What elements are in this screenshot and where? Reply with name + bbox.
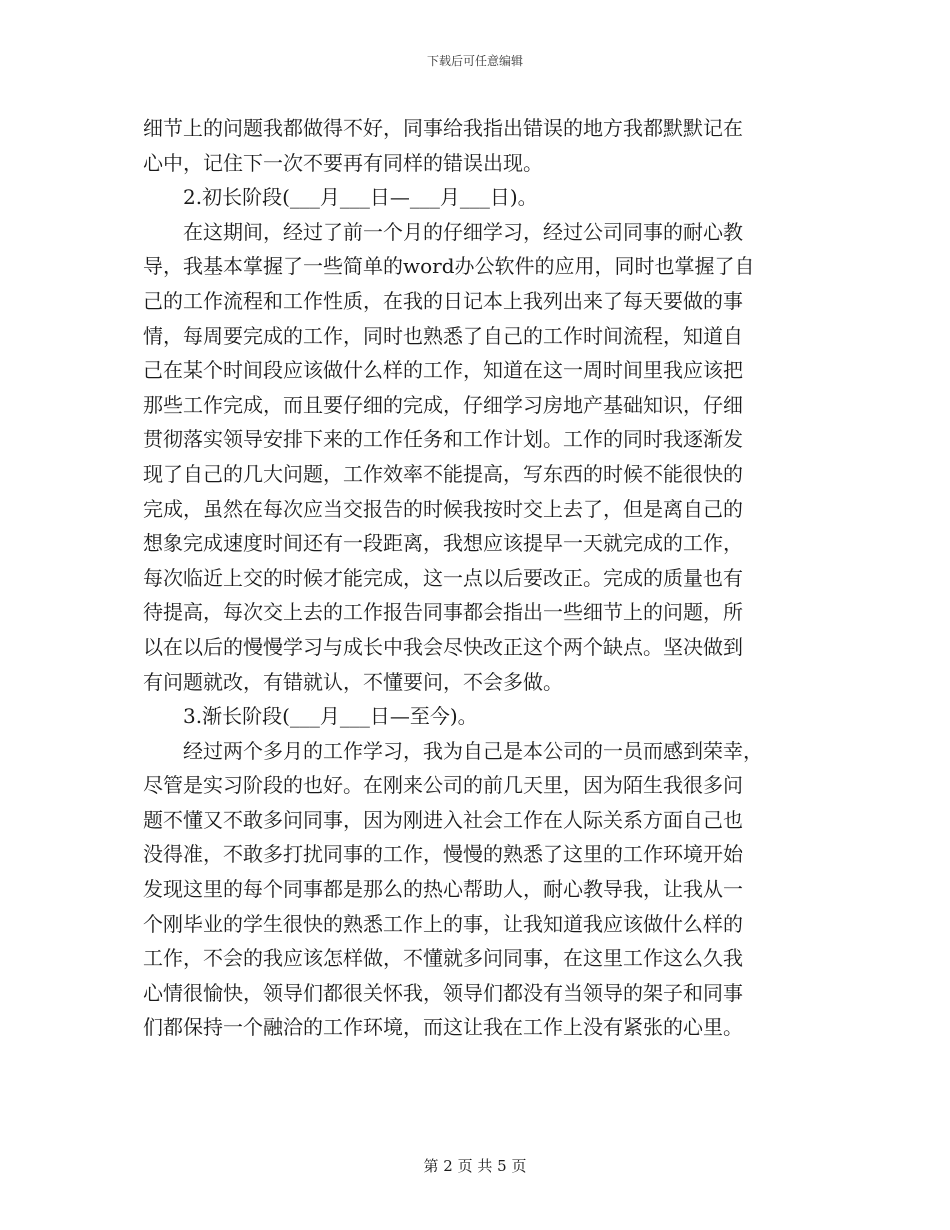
text-line: 经过两个多月的工作学习，我为自己是本公司的一员而感到荣幸， xyxy=(183,738,763,763)
text-line: 3.渐长阶段(___月___日—至今)。 xyxy=(183,704,478,729)
text-line: 那些工作完成，而且要仔细的完成，仔细学习房地产基础知识，仔细 xyxy=(143,392,743,417)
page-footer: 第 2 页 共 5 页 xyxy=(423,1157,527,1175)
text-line: 有问题就改，有错就认，不懂要问，不会多做。 xyxy=(143,669,563,694)
text-line: 们都保持一个融洽的工作环境，而这让我在工作上没有紧张的心里。 xyxy=(143,1015,743,1040)
text-line: 没得准，不敢多打扰同事的工作，慢慢的熟悉了这里的工作环境开始 xyxy=(143,842,743,867)
text-line: 题不懂又不敢多问同事，因为刚进入社会工作在人际关系方面自己也 xyxy=(143,807,743,832)
text-line: 工作，不会的我应该怎样做，不懂就多问同事，在这里工作这么久我 xyxy=(143,946,743,971)
document-body xyxy=(143,111,808,1045)
text-line: 己在某个时间段应该做什么样的工作，知道在这一周时间里我应该把 xyxy=(143,358,743,383)
text-line: 以在以后的慢慢学习与成长中我会尽快改正这个两个缺点。坚决做到 xyxy=(143,634,743,659)
text-line: 尽管是实习阶段的也好。在刚来公司的前几天里，因为陌生我很多问 xyxy=(143,773,743,798)
text-line: 想象完成速度时间还有一段距离，我想应该提早一天就完成的工作， xyxy=(143,531,743,556)
text-line: 2.初长阶段(___月___日—___月___日)。 xyxy=(183,185,538,210)
text-line: 导，我基本掌握了一些简单的word办公软件的应用，同时也掌握了自 xyxy=(143,254,755,279)
text-line: 发现这里的每个同事都是那么的热心帮助人，耐心教导我，让我从一 xyxy=(143,877,743,902)
page-header: 下载后可任意编辑 xyxy=(426,54,523,68)
text-line: 完成，虽然在每次应当交报告的时候我按时交上去了，但是离自己的 xyxy=(143,496,743,521)
text-line: 个刚毕业的学生很快的熟悉工作上的事，让我知道我应该做什么样的 xyxy=(143,911,743,936)
text-line: 在这期间，经过了前一个月的仔细学习，经过公司同事的耐心教 xyxy=(183,219,743,244)
text-line: 现了自己的几大问题，工作效率不能提高，写东西的时候不能很快的 xyxy=(143,461,743,486)
text-line: 待提高，每次交上去的工作报告同事都会指出一些细节上的问题，所 xyxy=(143,600,743,625)
text-line: 贯彻落实领导安排下来的工作任务和工作计划。工作的同时我逐渐发 xyxy=(143,427,743,452)
text-line: 每次临近上交的时候才能完成，这一点以后要改正。完成的质量也有 xyxy=(143,565,743,590)
text-line: 心中，记住下一次不要再有同样的错误出现。 xyxy=(143,150,543,175)
text-line: 情，每周要完成的工作，同时也熟悉了自己的工作时间流程，知道自 xyxy=(143,323,743,348)
text-line: 心情很愉快，领导们都很关怀我，领导们都没有当领导的架子和同事 xyxy=(143,980,743,1005)
text-line: 细节上的问题我都做得不好，同事给我指出错误的地方我都默默记在 xyxy=(143,116,743,140)
text-line: 己的工作流程和工作性质，在我的日记本上我列出来了每天要做的事 xyxy=(143,288,743,313)
